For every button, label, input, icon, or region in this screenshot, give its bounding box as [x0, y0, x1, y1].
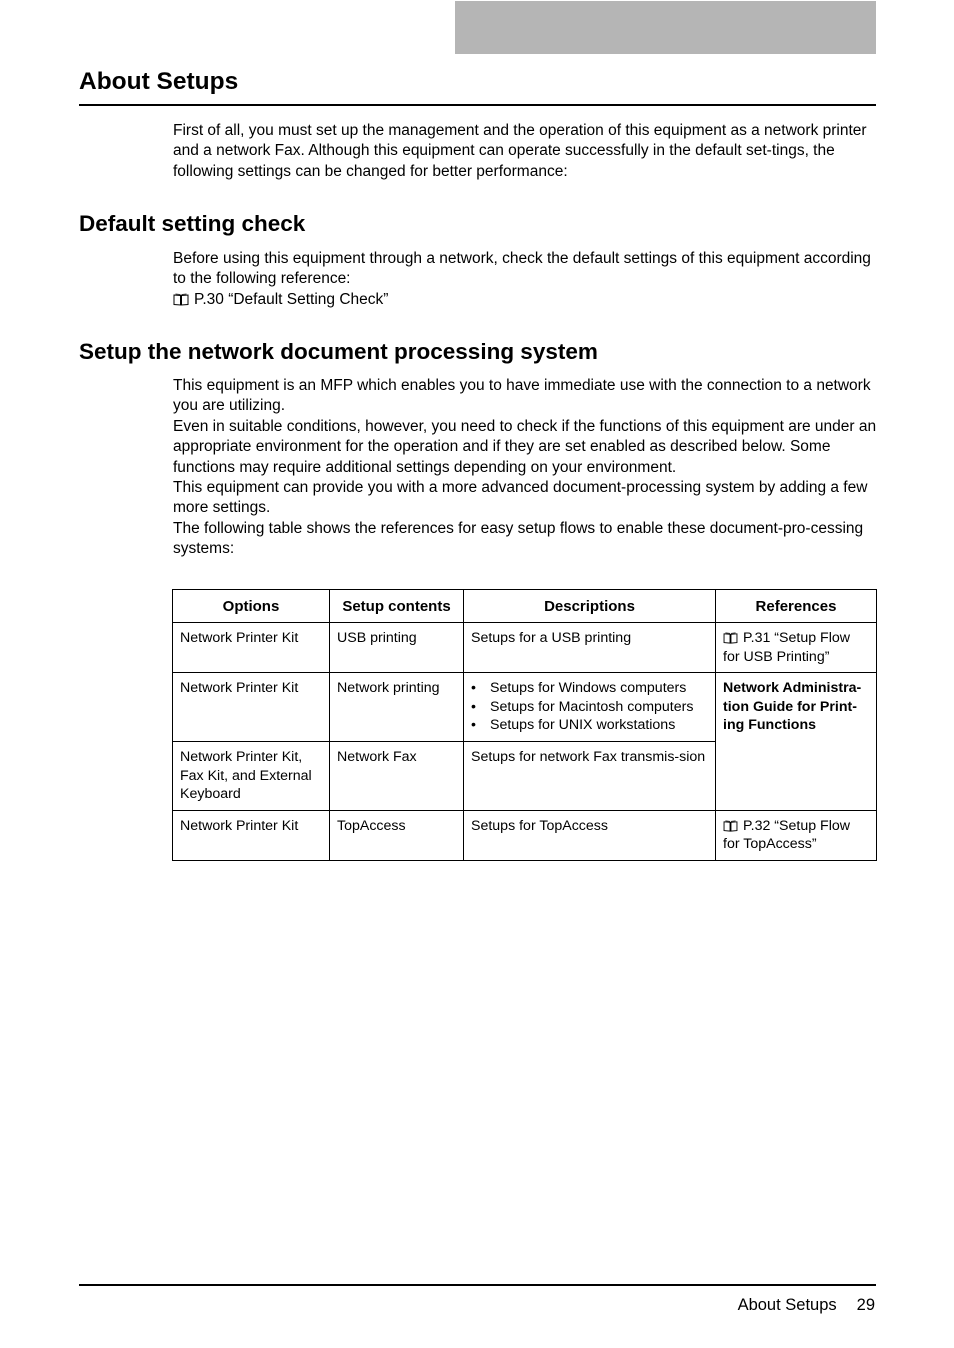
descriptions-cell	[464, 673, 716, 742]
references-cell: Network Administra-tion Guide for Print-ing Functions	[716, 673, 877, 811]
intro-text: First of all, you must set up the management and the operation of this equipment as a network printer and a network Fax. Although this equipment can operate successfully in the default set-tings, the following settings can be changed for better performance:	[173, 122, 867, 180]
list-item: • Setups for Macintosh computers	[464, 698, 708, 717]
references-cell[interactable]	[716, 623, 877, 673]
network-setup-heading: Setup the network document processing system	[79, 339, 598, 364]
network-setup-paragraph-4: The following table shows the references for easy setup flows to enable these document-pro-cessing systems:	[173, 519, 864, 558]
description-list	[464, 679, 708, 735]
page-number: 29	[856, 1296, 875, 1314]
page-title: About Setups	[79, 68, 239, 95]
book-icon	[173, 293, 189, 306]
table-header-row	[173, 590, 877, 623]
footer-rule	[79, 1284, 876, 1286]
table-row	[173, 810, 877, 860]
setup-contents-cell: Network printing	[330, 673, 464, 742]
book-icon	[723, 820, 738, 832]
column-header-descriptions: Descriptions	[464, 590, 716, 623]
column-header-setup-contents: Setup contents	[330, 590, 464, 623]
network-setup-section	[173, 376, 877, 560]
setup-contents-cell: USB printing	[330, 623, 464, 673]
table-row	[173, 623, 877, 673]
descriptions-cell: Setups for TopAccess	[464, 810, 716, 860]
footer-section-title: About Setups	[737, 1296, 837, 1314]
header-gray-tab	[455, 1, 876, 54]
references-cell[interactable]	[716, 810, 877, 860]
default-check-text: Before using this equipment through a network, check the default settings of this equipment according to the following reference:	[173, 250, 871, 288]
descriptions-cell: Setups for a USB printing	[464, 623, 716, 673]
network-setup-paragraph-1: This equipment is an MFP which enables you to have immediate use with the connection to a network you are utilizing.	[173, 377, 871, 415]
default-check-reference[interactable]	[173, 290, 877, 310]
column-header-options: Options	[173, 590, 330, 623]
descriptions-cell: Setups for network Fax transmis-sion	[464, 741, 716, 810]
network-setup-paragraph-2: Even in suitable conditions, however, you need to check if the functions of this equipment are under an appropriate environment for the operation and if they are set enabled as described below. Some functions may require additional settings depending on your environment.	[173, 417, 877, 476]
default-check-heading: Default setting check	[79, 211, 306, 236]
options-cell: Network Printer Kit, Fax Kit, and External Keyboard	[173, 741, 330, 810]
options-cell: Network Printer Kit	[173, 810, 330, 860]
intro-paragraph	[173, 121, 877, 182]
book-icon	[723, 632, 738, 644]
default-check-reference-text: P.30 “Default Setting Check”	[194, 290, 389, 308]
table-row	[173, 673, 877, 742]
default-check-section	[173, 249, 877, 310]
title-underline	[79, 104, 876, 106]
list-item: • Setups for Windows computers	[464, 679, 708, 698]
options-cell: Network Printer Kit	[173, 623, 330, 673]
reference-link-text: P.31 “Setup Flow for USB Printing”	[723, 630, 850, 665]
network-setup-paragraph-3: This equipment can provide you with a more advanced document-processing system by adding a few more settings.	[173, 479, 868, 517]
reference-link-text: P.32 “Setup Flow for TopAccess”	[723, 817, 850, 853]
column-header-references: References	[716, 590, 877, 623]
options-cell: Network Printer Kit	[173, 673, 330, 742]
setup-contents-cell: Network Fax	[330, 741, 464, 810]
page-footer	[738, 1295, 875, 1315]
setup-reference-table	[172, 589, 877, 861]
list-item: • Setups for UNIX workstations	[464, 716, 708, 735]
setup-contents-cell: TopAccess	[330, 810, 464, 860]
